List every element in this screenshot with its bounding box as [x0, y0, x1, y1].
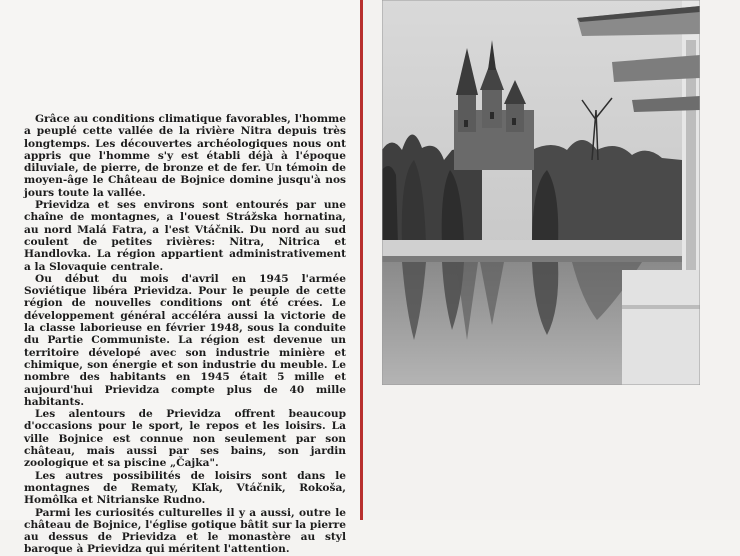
paragraph-3: Ou début du mois d'avril en 1945 l'armée Soviétique libéra Prievidza. Pour le peuple de cette région de nouvelles conditions ont été crées. Le développement général accéléra aussi la victorie de la classe laborieuse en février 1948, sous la conduite du Partie Communiste. La région est devenue un territoire dévelopé avec son industrie minière et chimique, son énergie et son industrie du meuble. Le nombre des habitants en 1945 était 5 mille et aujourd'hui Prievidza compte plus de 40 mille habitants.	[24, 272, 346, 408]
article-text	[24, 113, 346, 556]
left-page	[0, 0, 360, 556]
paragraph-5: Les autres possibilités de loisirs sont dans le montagnes de Rematy, Kľak, Vtáčnik, Rokoša, Homôlka et Nitrianske Rudno.	[24, 469, 346, 507]
paragraph-4: Les alentours de Prievidza offrent beaucoup d'occasions pour le sport, le repos et les loisirs. La ville Bojnice est connue non seulement par son château, mais aussi par ses bains, son jardin zoologique et sa piscine „Čajka".	[24, 408, 346, 470]
paragraph-1: Grâce au conditions climatique favorables, l'homme a peuplé cette vallée de la rivière Nitra depuis très longtemps. Les découvertes archéologiques nous ont appris que l'homme s'y est établi déjà à l'époque diluviale, de pierre, de bronze et de fer. Un témoin de moyen-âge le Château de Bojnice domine jusqu'à nos jours toute la vallée.	[24, 113, 346, 199]
castle-photo	[382, 0, 700, 385]
paragraph-6: Parmi les curiosités culturelles il y a aussi, outre le château de Bojnice, l'église gotique bâtit sur la pierre au dessus de Prievidza et le monastère au styl baroque à Prievidza qui méritent l'attention.	[24, 506, 346, 556]
paragraph-2: Prievidza et ses environs sont entourés par une chaîne de montagnes, a l'ouest Strážska hornatina, au nord Malá Fatra, a l'est Vtáčnik. Du nord au sud coulent de petites rivières: Nitra, Nitrica et Handlovka. La région appartient administrativement a la Slovaquie centrale.	[24, 199, 346, 273]
